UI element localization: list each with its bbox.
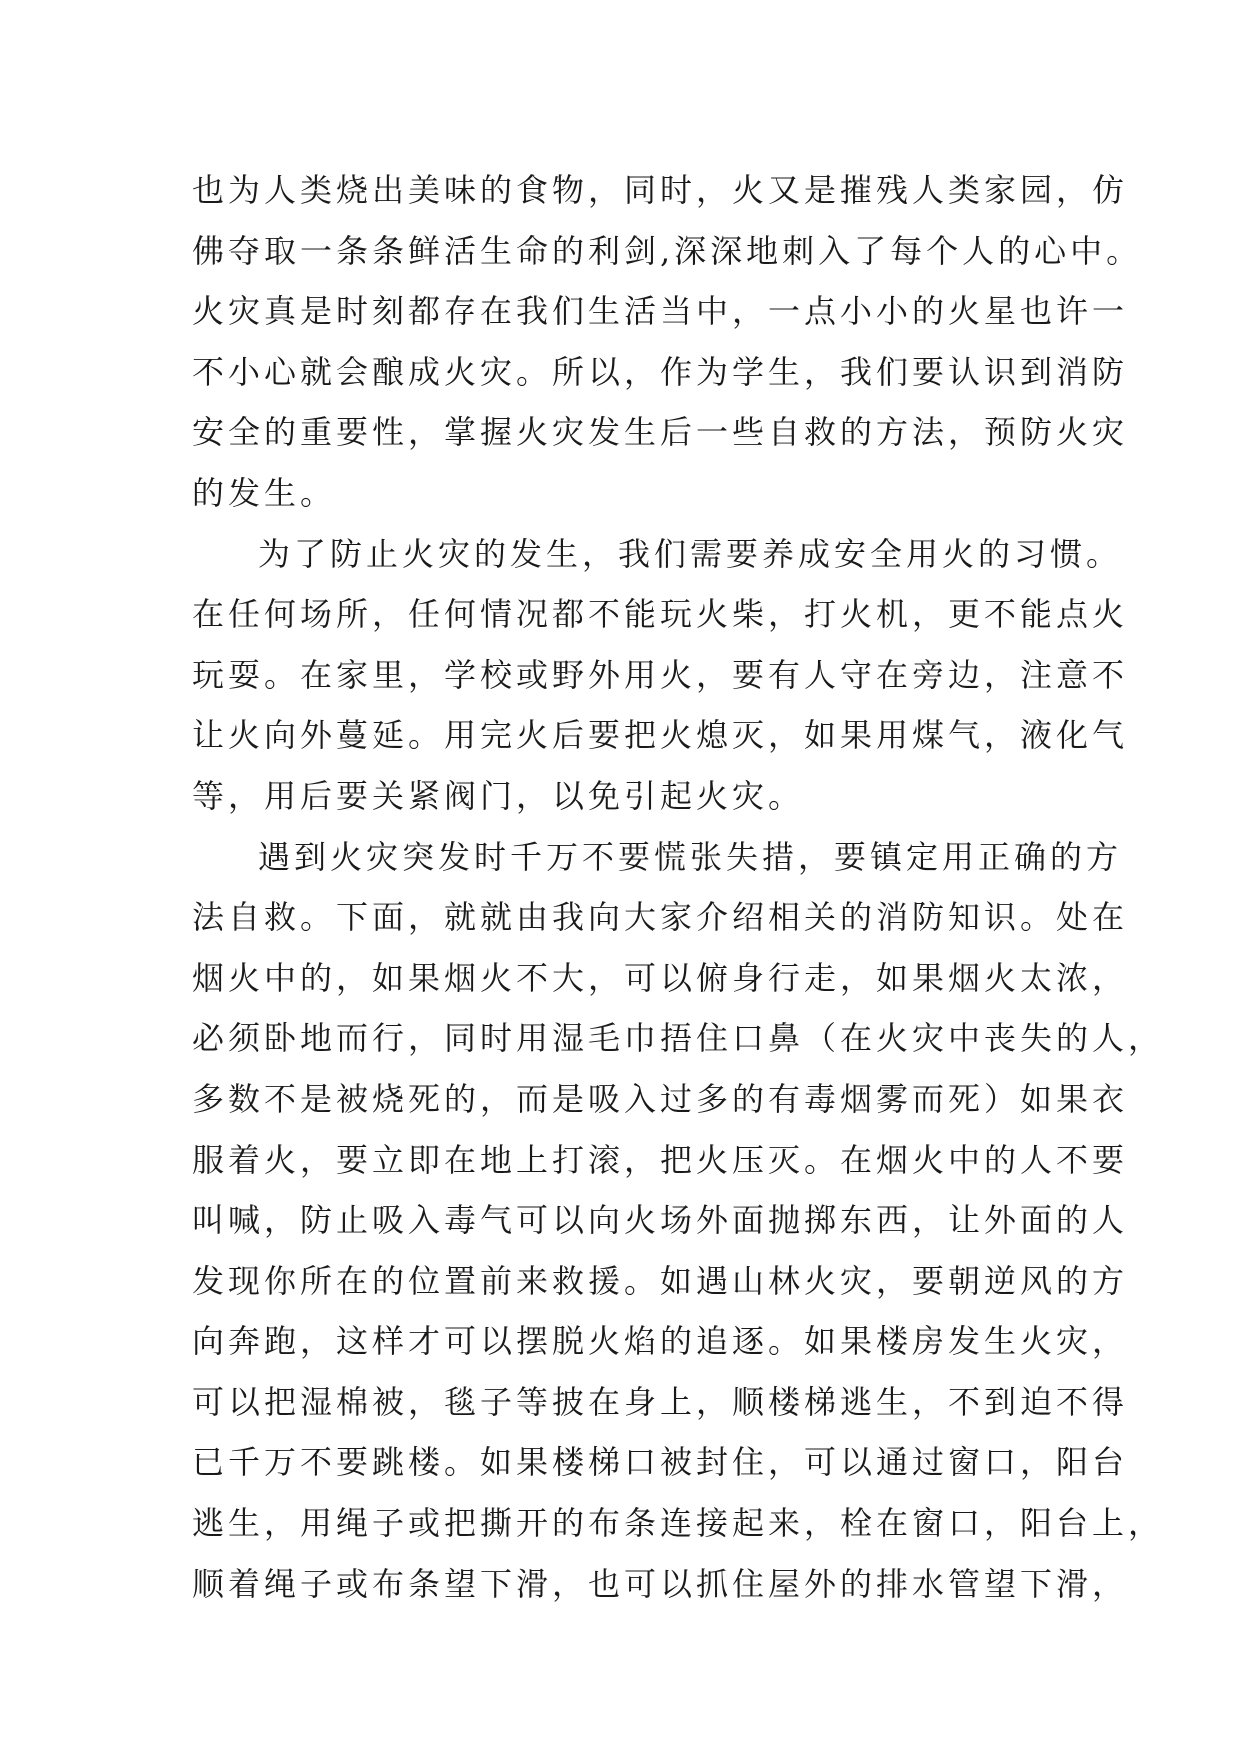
text-line: 服着火，要立即在地上打滚，把火压灭。在烟火中的人不要 — [192, 1140, 1129, 1179]
text-line: 让火向外蔓延。用完火后要把火熄灭，如果用煤气，液化气 — [192, 716, 1129, 755]
text-line: 的发生。 — [192, 473, 337, 512]
text-line: 也为人类烧出美味的食物，同时，火又是摧残人类家园，仿 — [192, 171, 1129, 209]
text-line: 玩耍。在家里，学校或野外用火，要有人守在旁边，注意不 — [192, 655, 1129, 694]
paragraph-first-line: 遇到火灾突发时千万不要慌张失措，要镇定用正确的方 — [258, 837, 1123, 876]
text-line: 安全的重要性，掌握火灾发生后一些自救的方法，预防火灾 — [192, 413, 1129, 452]
text-line: 多数不是被烧死的，而是吸入过多的有毒烟雾而死）如果衣 — [192, 1079, 1129, 1118]
text-line: 向奔跑，这样才可以摆脱火焰的追逐。如果楼房发生火灾， — [192, 1322, 1129, 1361]
text-line: 火灾真是时刻都存在我们生活当中，一点小小的火星也许一 — [192, 292, 1129, 331]
text-line: 在任何场所，任何情况都不能玩火柴，打火机，更不能点火 — [192, 595, 1129, 634]
body-text — [192, 160, 1165, 1614]
text-line: 已千万不要跳楼。如果楼梯口被封住，可以通过窗口，阳台 — [192, 1443, 1129, 1482]
text-line: 烟火中的，如果烟火不大，可以俯身行走，如果烟火太浓， — [192, 958, 1129, 997]
text-line: 佛夺取一条条鲜活生命的利剑,深深地刺入了每个人的心中。 — [192, 231, 1143, 270]
text-line: 等，用后要关紧阀门，以免引起火灾。 — [192, 776, 805, 815]
text-line: 叫喊，防止吸入毒气可以向火场外面抛掷东西，让外面的人 — [192, 1201, 1129, 1240]
text-line: 逃生，用绳子或把撕开的布条连接起来，栓在窗口，阳台上， — [192, 1504, 1165, 1543]
text-line: 可以把湿棉被，毯子等披在身上，顺楼梯逃生，不到迫不得 — [192, 1382, 1129, 1421]
text-line: 发现你所在的位置前来救援。如遇山林火灾，要朝逆风的方 — [192, 1261, 1129, 1300]
text-line: 顺着绳子或布条望下滑，也可以抓住屋外的排水管望下滑， — [192, 1564, 1129, 1603]
text-line: 必须卧地而行，同时用湿毛巾捂住口鼻（在火灾中丧失的人， — [192, 1019, 1165, 1058]
paragraph-first-line: 为了防止火灾的发生，我们需要养成安全用火的习惯。 — [258, 534, 1123, 573]
text-line: 法自救。下面，就就由我向大家介绍相关的消防知识。处在 — [192, 898, 1129, 937]
text-line: 不小心就会酿成火灾。所以，作为学生，我们要认识到消防 — [192, 352, 1129, 391]
